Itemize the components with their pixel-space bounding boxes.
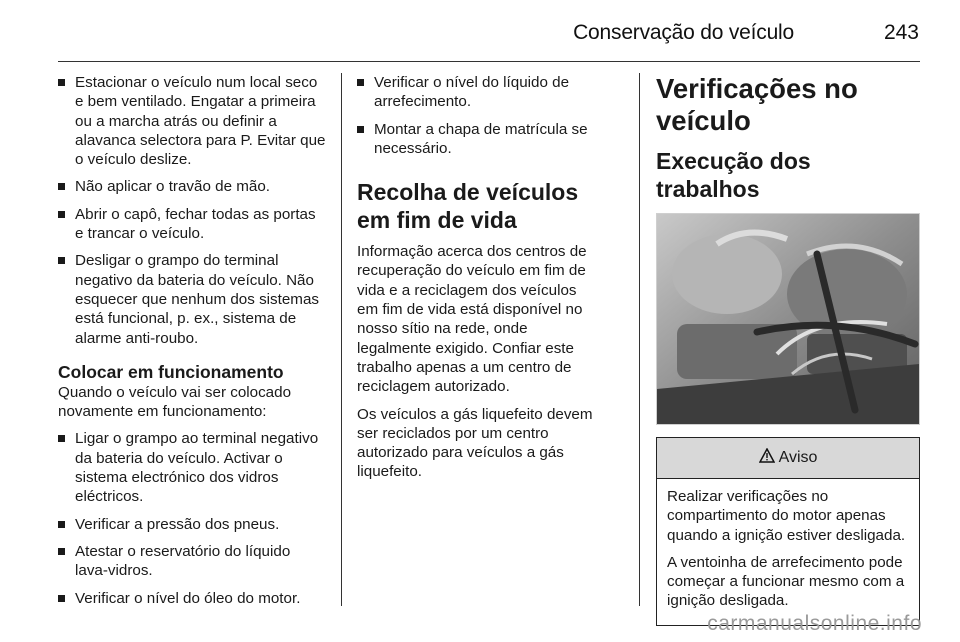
engine-bay-illustration xyxy=(657,214,919,424)
paragraph: Informação acerca dos centros de recuperação do veículo em fim de vida e a reciclagem dos veículos em fim de vida está disponível no nosso sítio na rede, onde legalmente exigido. Confiar este trabalho apenas a um centro de reciclagem autorizado. xyxy=(357,243,587,396)
list-item: Verificar o nível do óleo do motor. xyxy=(58,589,326,608)
list-item: Montar a chapa de matrícula se necessário. xyxy=(357,120,599,159)
engine-bay-photo xyxy=(656,213,920,425)
list-item: Abrir o capô, fechar todas as portas e trancar o veículo. xyxy=(58,205,326,244)
paragraph: Realizar verificações no compartimento do motor apenas quando a ignição estiver desligada. xyxy=(667,488,906,544)
bullet-square-icon xyxy=(58,548,65,555)
page-number: 243 xyxy=(883,21,919,44)
column-1 xyxy=(58,73,326,616)
bullet-square-icon xyxy=(58,211,65,218)
section-intro: Quando o veículo vai ser colocado novamente em funcionamento: xyxy=(58,383,292,421)
column-divider-2 xyxy=(639,73,640,606)
warning-title: Aviso xyxy=(778,449,818,467)
column-divider-1 xyxy=(341,73,342,606)
storage-steps-list xyxy=(58,73,326,348)
restart-steps-continued-list xyxy=(357,73,599,158)
column-2 xyxy=(357,73,599,490)
watermark: carmanualsonline.info xyxy=(707,612,922,635)
section-heading: Execução dos trabalhos xyxy=(656,148,811,202)
bullet-square-icon xyxy=(58,183,65,190)
restart-steps-list xyxy=(58,429,326,607)
bullet-square-icon xyxy=(58,521,65,528)
list-item: Ligar o grampo ao terminal negativo da bateria do veículo. Activar o sistema electrónico dos vidros eléctricos. xyxy=(58,429,326,506)
paragraph: A ventoinha de arrefecimento pode começar a funcionar mesmo com a ignição desligada. xyxy=(667,553,905,610)
bullet-square-icon xyxy=(357,79,364,86)
warning-body xyxy=(657,479,919,625)
list-item: Não aplicar o travão de mão. xyxy=(58,177,326,196)
list-item: Desligar o grampo do terminal negativo da bateria do veículo. Não esquecer que nenhum dos sistemas está funcional, p. ex., sistema de alarme anti-roubo. xyxy=(58,251,326,347)
section-heading: Recolha de veículos em fim de vida xyxy=(357,179,579,234)
warning-header xyxy=(657,438,919,479)
column-3 xyxy=(656,73,920,626)
section-subheading: Colocar em funcionamento xyxy=(58,361,284,382)
list-item: Verificar a pressão dos pneus. xyxy=(58,515,326,534)
chapter-heading: Verificações no veículo xyxy=(656,73,858,136)
bullet-square-icon xyxy=(58,257,65,264)
bullet-square-icon xyxy=(58,435,65,442)
list-item: Verificar o nível do líquido de arrefecimento. xyxy=(357,73,599,112)
warning-triangle-icon xyxy=(759,448,775,468)
list-item: Atestar o reservatório do líquido lava-vidros. xyxy=(58,542,326,581)
bullet-square-icon xyxy=(58,79,65,86)
header-divider xyxy=(58,61,920,62)
warning-box xyxy=(656,437,920,626)
page-header-title: Conservação do veículo xyxy=(573,21,794,44)
bullet-square-icon xyxy=(58,595,65,602)
paragraph: Os veículos a gás liquefeito devem ser reciclados por um centro autorizado para veículos a gás liquefeito. xyxy=(357,405,593,481)
bullet-square-icon xyxy=(357,126,364,133)
list-item: Estacionar o veículo num local seco e bem ventilado. Engatar a primeira ou a marcha atrás ou definir a alavanca selectora para P. Evitar que o veículo deslize. xyxy=(58,73,326,169)
